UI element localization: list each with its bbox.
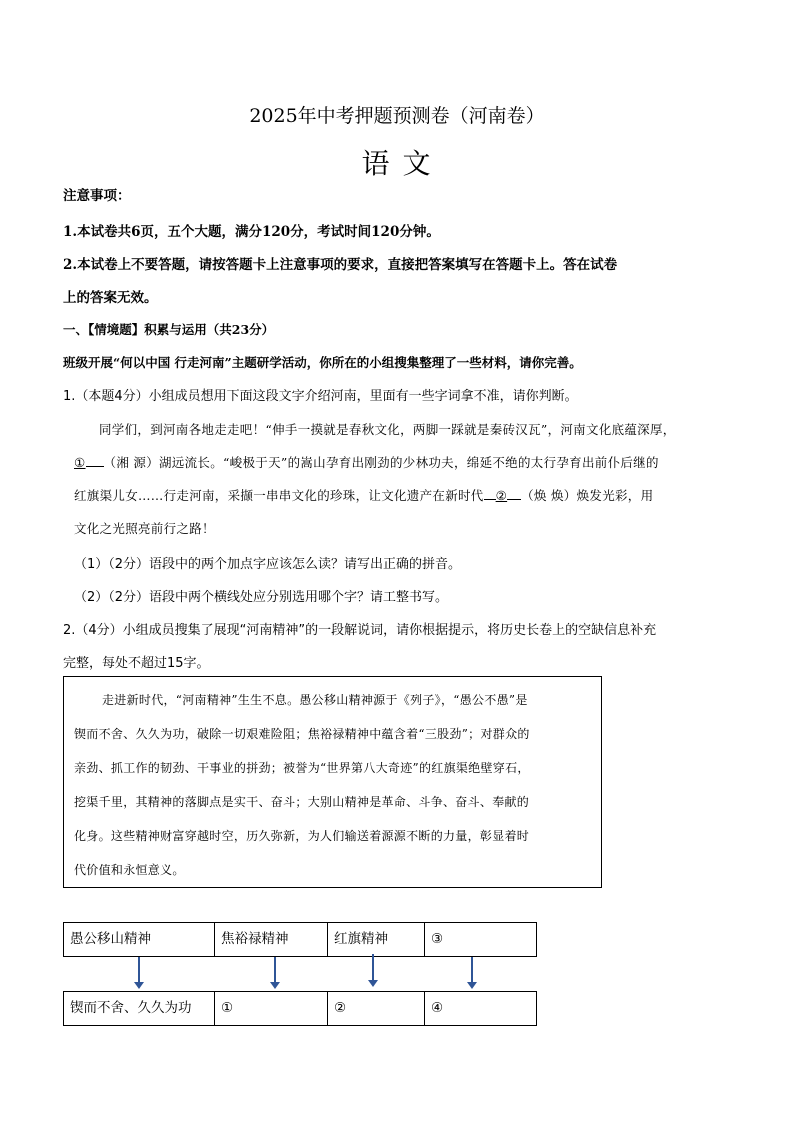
table-cell: 红旗精神: [328, 923, 425, 956]
box-line-2: 锲而不舍、久久为功，破除一切艰难险阻；焦裕禄精神中蕴含着“三股劲”；对群众的: [74, 727, 530, 741]
passage-line-2-text: （湘 源）湖远流长。“峻极于天”的嵩山孕育出刚劲的少林功夫，绵延不绝的太行孕育出前仆后继的: [103, 455, 659, 470]
question-2-stem-line-1: 2.（4分）小组成员搜集了展现“河南精神”的一段解说词，请你根据提示，将历史长卷上的空缺信息补充: [63, 623, 657, 638]
table-cell: 愚公移山精神: [64, 923, 215, 956]
passage-line-3: [74, 486, 653, 504]
sub-question-2: （2）（2分）语段中两个横线处应分别选用哪个字？请工整书写。: [74, 590, 449, 605]
subject-title: 语 文: [361, 147, 433, 180]
exam-title: 2025年中考押题预测卷（河南卷）: [249, 105, 545, 127]
section-heading: 一、【情境题】积累与运用（共23分）: [63, 322, 275, 337]
sub-question-1: （1）（2分）语段中的两个加点字应该怎么读？请写出正确的拼音。: [74, 557, 462, 572]
blank-2: ②: [495, 488, 508, 503]
box-line-1: 走进新时代，“河南精神”生生不息。愚公移山精神源于《列子》，“愚公不愚”是: [102, 693, 528, 707]
passage-line-3-text: 红旗渠儿女……行走河南，采撷一串串文化的珍珠，让文化遗产在新时代: [74, 488, 484, 503]
down-arrow-icon: [138, 957, 140, 983]
question-1-stem: 1.（本题4分）小组成员想用下面这段文字介绍河南，里面有一些字词拿不准，请你判断。: [63, 389, 578, 404]
table-cell: 锲而不舍、久久为功: [64, 992, 215, 1025]
notice-heading: 注意事项：: [63, 188, 131, 204]
down-arrow-icon: [372, 954, 374, 981]
passage-line-2: [74, 453, 659, 471]
blank-1: ①: [74, 455, 86, 470]
box-line-5: 化身。这些精神财富穿越时空，历久弥新，为人们输送着源源不断的力量，彰显着时: [74, 829, 530, 843]
notice-item-2-line-1: 2.本试卷上不要答题，请按答题卡上注意事项的要求，直接把答案填写在答题卡上。答在试卷: [63, 257, 618, 273]
scroll-table-top-row: [63, 922, 537, 957]
explanation-box: [63, 676, 602, 888]
down-arrow-icon: [274, 957, 276, 983]
scroll-table-bottom-row: [63, 991, 537, 1026]
section-intro: 班级开展“何以中国 行走河南”主题研学活动，你所在的小组搜集整理了一些材料，请你完善。: [63, 355, 582, 370]
passage-line-4: 文化之光照亮前行之路！: [74, 521, 215, 536]
down-arrow-icon: [471, 957, 473, 983]
table-cell: ③: [431, 931, 444, 947]
box-line-4: 挖渠千里，其精神的落脚点是实干、奋斗；大别山精神是革命、斗争、奋斗、奉献的: [74, 795, 530, 809]
passage-line-3-tail: （焕 焕）焕发光彩，用: [521, 488, 654, 503]
box-line-3: 亲劲、抓工作的韧劲、干事业的拼劲；被誉为“世界第八大奇迹”的红旗渠绝壁穿石，: [74, 761, 530, 775]
table-cell: 焦裕禄精神: [215, 923, 328, 956]
table-cell: ④: [431, 1000, 444, 1016]
table-cell: ①: [215, 992, 328, 1025]
box-line-6: 代价值和永恒意义。: [74, 863, 185, 877]
notice-item-2-line-2: 上的答案无效。: [63, 290, 158, 306]
question-2-stem-line-2: 完整，每处不超过15字。: [63, 656, 210, 671]
notice-item-1: 1.本试卷共6页，五个大题，满分120分，考试时间120分钟。: [63, 224, 440, 240]
table-cell: ②: [328, 992, 425, 1025]
passage-line-1: 同学们，到河南各地走走吧！“伸手一摸就是春秋文化，两脚一踩就是秦砖汉瓦”，河南文化底蕴深厚，: [99, 422, 676, 437]
